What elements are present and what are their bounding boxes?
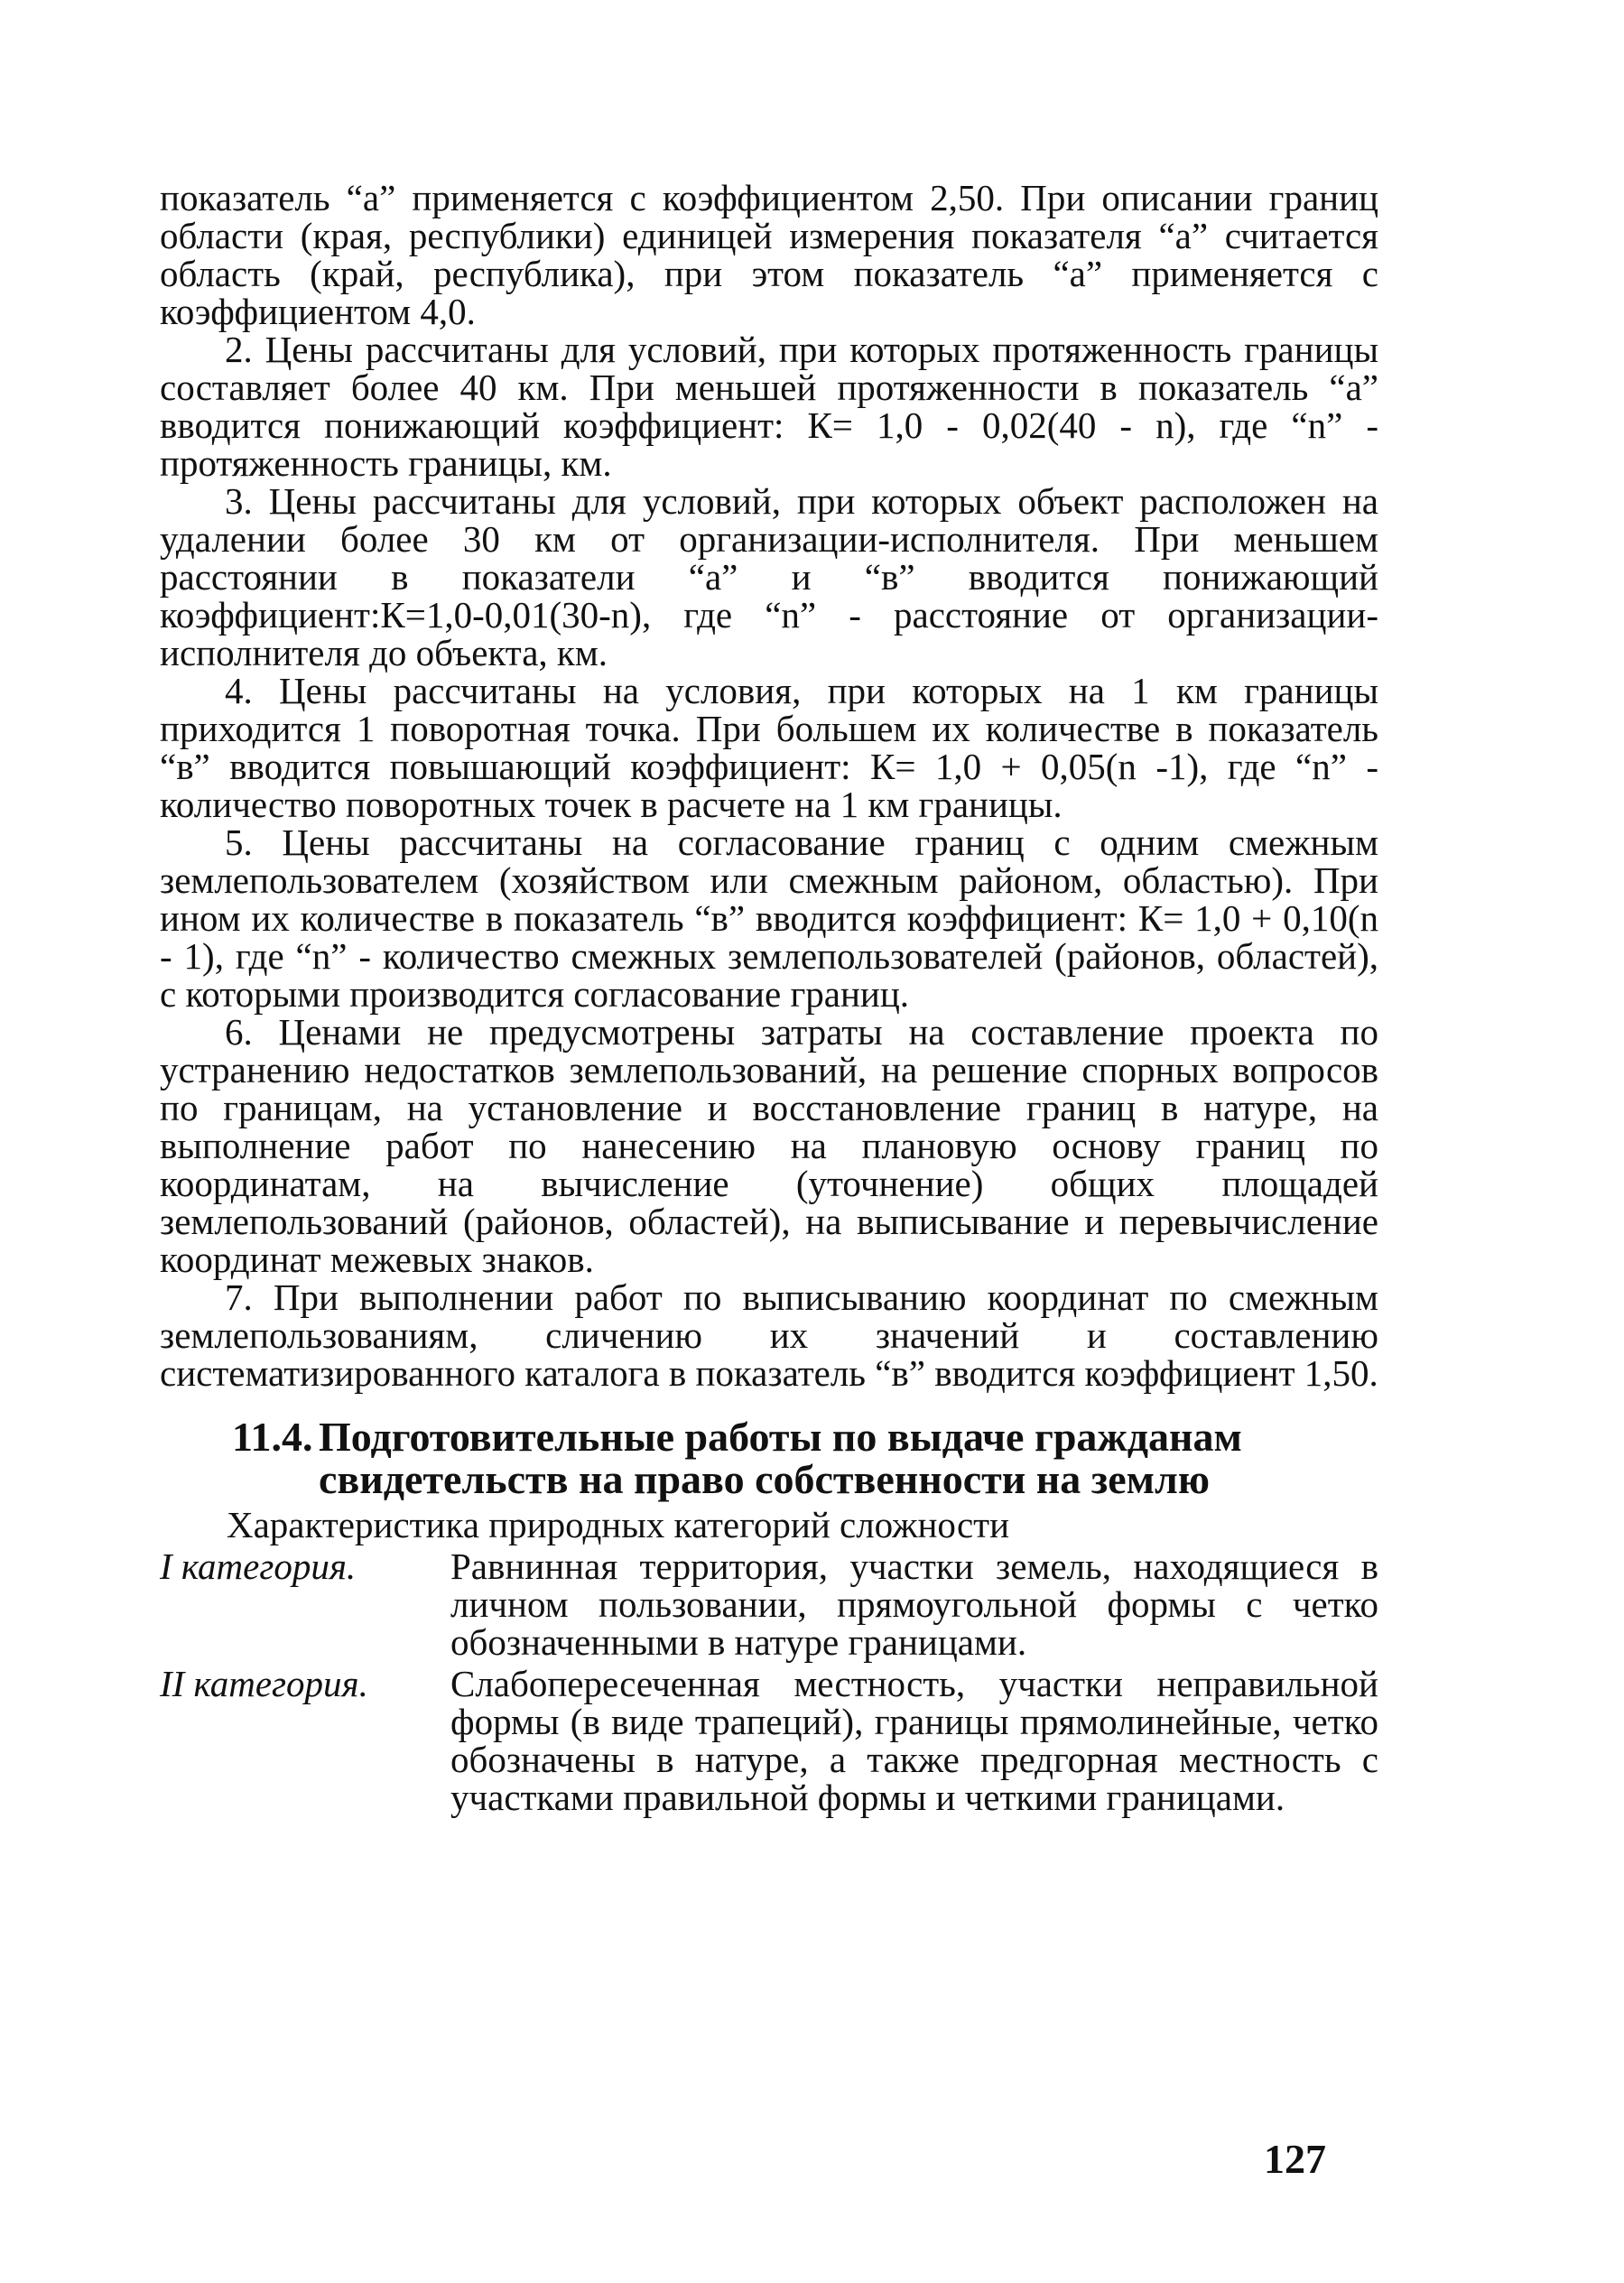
paragraph-2: 2. Цены рассчитаны для условий, при которых протяженность границы составляет более 40 км. При меньшей протяженности в показатель “а” вводится понижающий коэффициент: К= 1,0 - 0,02(40 - n), где “n” - протяженность границы, км. [160, 329, 1378, 484]
category-row [160, 1665, 1378, 1816]
section-title: Подготовительные работы по выдаче гражданам свидетельств на право собственности на землю [319, 1414, 1242, 1502]
category-label: II категория. [160, 1663, 368, 1704]
page-number: 127 [1264, 2136, 1326, 2182]
paragraph-5: 5. Цены рассчитаны на согласование границ с одним смежным землепользователем (хозяйством или смежным районом, областью). При ином их количестве в показатель “в” вводится коэффициент: К= 1,0 + 0,10(n - 1), где “n” - количество смежных землепользователей (районов, областей), с которыми производится согласование границ. [160, 821, 1378, 1015]
category-description: Слабопересеченная местность, участки неправильной формы (в виде трапеций), границы прямолинейные, четко обозначены в натуре, а также предгорная местность с участками правильной формы и четкими границами. [450, 1663, 1378, 1818]
paragraph-6: 6. Ценами не предусмотрены затраты на составление проекта по устранению недостатков землепользований, на решение спорных вопросов по границам, на установление и восстановление границ в натуре, на выполнение работ по нанесению на плановую основу границ по координатам, на вычисление (уточнение) общих площадей землепользований (районов, областей), на выписывание и перевычисление координат межевых знаков. [160, 1011, 1378, 1280]
category-description: Равнинная территория, участки земель, находящиеся в личном пользовании, прямоугольной формы с четко обозначенными в натуре границами. [450, 1545, 1378, 1663]
category-label: I категория. [160, 1545, 357, 1587]
categories-subtitle: Характеристика природных категорий сложности [227, 1504, 1010, 1545]
page-body [160, 179, 1378, 1816]
paragraph-3: 3. Цены рассчитаны для условий, при которых объект расположен на удалении более 30 км от организации-исполнителя. При меньшем расстоянии в показатели “а” и “в” вводится понижающий коэффициент:К=1,0-0,01(30-n), где “n” - расстояние от организации-исполнителя до объекта, км. [160, 480, 1378, 673]
paragraph-7: 7. При выполнении работ по выписыванию координат по смежным землепользованиям, сличению их значений и составлению систематизированного каталога в показатель “в” вводится коэффициент 1,50. [160, 1276, 1378, 1394]
paragraph-1-continuation: показатель “а” применяется с коэффициентом 2,50. При описании границ области (края, республики) единицей измерения показателя “а” считается область (край, республика), при этом показатель “а” применяется с коэффициентом 4,0. [160, 177, 1378, 332]
section-number: 11.4. [232, 1414, 313, 1460]
section-heading [160, 1415, 1378, 1500]
paragraph-4: 4. Цены рассчитаны на условия, при которых на 1 км границы приходится 1 поворотная точка. При большем их количестве в показатель “в” вводится повышающий коэффициент: К= 1,0 + 0,05(n -1), где “n” - количество поворотных точек в расчете на 1 км границы. [160, 670, 1378, 825]
category-row [160, 1547, 1378, 1661]
